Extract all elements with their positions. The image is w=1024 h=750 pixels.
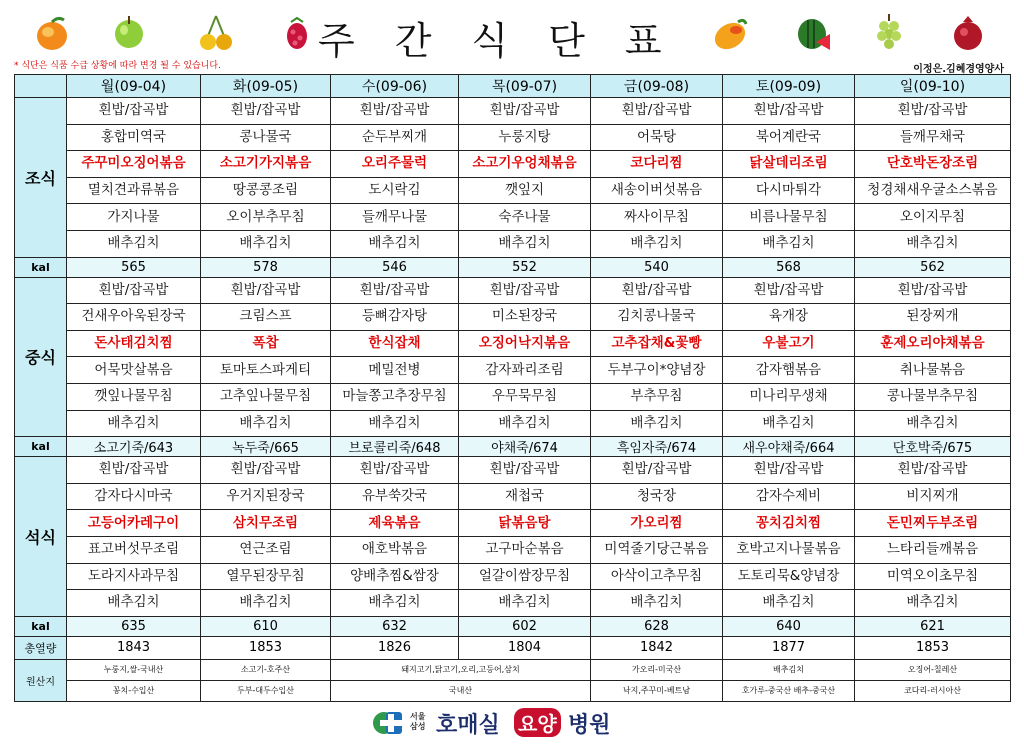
menu-row bbox=[15, 177, 1011, 204]
menu-item: 재첩국 bbox=[459, 483, 591, 510]
menu-item: 애호박볶음 bbox=[331, 536, 459, 563]
kcal-value: 568 bbox=[723, 257, 855, 277]
dinner-kcal-row bbox=[15, 616, 1011, 636]
watermelon-icon bbox=[796, 12, 832, 52]
total-kcal-value: 1826 bbox=[331, 636, 459, 659]
menu-item: 흰밥/잡곡밥 bbox=[201, 98, 331, 125]
menu-item: 배추김치 bbox=[855, 410, 1011, 437]
menu-item: 들깨무채국 bbox=[855, 124, 1011, 151]
kcal-value: 640 bbox=[723, 616, 855, 636]
kcal-value: 635 bbox=[67, 616, 201, 636]
menu-item: 배추김치 bbox=[67, 410, 201, 437]
total-kcal-value: 1853 bbox=[201, 636, 331, 659]
kcal-value: 흑임자죽/674 bbox=[591, 437, 723, 457]
dietitian-name: 이정은.김혜경영양사 bbox=[913, 64, 1004, 75]
menu-item: 고구마순볶음 bbox=[459, 536, 591, 563]
kcal-value: 562 bbox=[855, 257, 1011, 277]
day-header: 수(09-06) bbox=[331, 75, 459, 98]
pomegranate-icon bbox=[950, 12, 986, 52]
menu-item: 소고기우엉채볶음 bbox=[459, 151, 591, 178]
menu-item: 배추김치 bbox=[201, 410, 331, 437]
menu-item: 소고기가지볶음 bbox=[201, 151, 331, 178]
menu-item: 삼치무조림 bbox=[201, 510, 331, 537]
mango-icon bbox=[710, 12, 750, 52]
menu-item: 가지나물 bbox=[67, 204, 201, 231]
logo-location-line: 삼성 bbox=[410, 722, 426, 731]
menu-item: 흰밥/잡곡밥 bbox=[855, 277, 1011, 304]
menu-item: 흰밥/잡곡밥 bbox=[591, 277, 723, 304]
total-kcal-value: 1877 bbox=[723, 636, 855, 659]
origin-row bbox=[15, 659, 1011, 680]
menu-item: 제육볶음 bbox=[331, 510, 459, 537]
origin-item: 국내산 bbox=[331, 680, 591, 701]
origin-item: 오징어-칠레산 bbox=[855, 659, 1011, 680]
lunch-kcal-row bbox=[15, 437, 1011, 457]
menu-item: 오징어낙지볶음 bbox=[459, 330, 591, 357]
kcal-value: 632 bbox=[331, 616, 459, 636]
menu-item: 흰밥/잡곡밥 bbox=[723, 98, 855, 125]
kcal-value: 621 bbox=[855, 616, 1011, 636]
kcal-value: 578 bbox=[201, 257, 331, 277]
menu-item: 누룽지탕 bbox=[459, 124, 591, 151]
kcal-label: kal bbox=[15, 257, 67, 277]
origin-item: 소고기-호주산 bbox=[201, 659, 331, 680]
menu-item: 두부구이*양념장 bbox=[591, 357, 723, 384]
menu-item: 토마토스파게티 bbox=[201, 357, 331, 384]
total-kcal-value: 1843 bbox=[67, 636, 201, 659]
menu-row bbox=[15, 204, 1011, 231]
menu-item: 감자꽈리조림 bbox=[459, 357, 591, 384]
day-header: 화(09-05) bbox=[201, 75, 331, 98]
menu-row bbox=[15, 457, 1011, 484]
menu-item: 고추잡채&꽃빵 bbox=[591, 330, 723, 357]
hospital-cross-icon bbox=[372, 708, 406, 738]
menu-item: 북어계란국 bbox=[723, 124, 855, 151]
total-label: 총열량 bbox=[15, 636, 67, 659]
logo-location-line: 서울 bbox=[410, 712, 426, 721]
menu-item: 새송이버섯볶음 bbox=[591, 177, 723, 204]
menu-item: 아삭이고추무침 bbox=[591, 563, 723, 590]
origin-item: 두부-대두수입산 bbox=[201, 680, 331, 701]
menu-item: 단호박돈장조림 bbox=[855, 151, 1011, 178]
kcal-value: 소고기죽/643 bbox=[67, 437, 201, 457]
day-header: 금(09-08) bbox=[591, 75, 723, 98]
menu-item: 순두부찌개 bbox=[331, 124, 459, 151]
menu-item: 주꾸미오징어볶음 bbox=[67, 151, 201, 178]
origin-item: 낙지,주꾸미-베트남 bbox=[591, 680, 723, 701]
menu-item: 흰밥/잡곡밥 bbox=[201, 457, 331, 484]
kcal-value: 야채죽/674 bbox=[459, 437, 591, 457]
logo-badge: 요양 bbox=[514, 708, 561, 737]
apple-icon bbox=[112, 12, 146, 50]
menu-item: 고등어카레구이 bbox=[67, 510, 201, 537]
menu-row bbox=[15, 510, 1011, 537]
menu-item: 흰밥/잡곡밥 bbox=[331, 277, 459, 304]
menu-item: 취나물볶음 bbox=[855, 357, 1011, 384]
menu-item: 배추김치 bbox=[459, 590, 591, 617]
menu-item: 도라지사과무침 bbox=[67, 563, 201, 590]
logo-name: 호매실 bbox=[436, 713, 500, 738]
menu-item: 도토리묵&양념장 bbox=[723, 563, 855, 590]
peach-icon bbox=[34, 12, 70, 52]
kcal-value: 552 bbox=[459, 257, 591, 277]
menu-item: 표고버섯무조림 bbox=[67, 536, 201, 563]
menu-row bbox=[15, 410, 1011, 437]
menu-item: 콩나물국 bbox=[201, 124, 331, 151]
menu-item: 배추김치 bbox=[331, 230, 459, 257]
menu-item: 마늘쫑고추장무침 bbox=[331, 383, 459, 410]
menu-item: 훈제오리야채볶음 bbox=[855, 330, 1011, 357]
menu-item: 도시락김 bbox=[331, 177, 459, 204]
breakfast-label: 조식 bbox=[15, 98, 67, 258]
menu-item: 감자수제비 bbox=[723, 483, 855, 510]
total-kcal-value: 1842 bbox=[591, 636, 723, 659]
menu-item: 흰밥/잡곡밥 bbox=[855, 98, 1011, 125]
breakfast-kcal-row bbox=[15, 257, 1011, 277]
menu-item: 연근조림 bbox=[201, 536, 331, 563]
menu-item: 배추김치 bbox=[855, 230, 1011, 257]
menu-item: 짜사이무침 bbox=[591, 204, 723, 231]
menu-item: 땅콩콩조림 bbox=[201, 177, 331, 204]
kcal-label: kal bbox=[15, 616, 67, 636]
origin-item: 가오리-미국산 bbox=[591, 659, 723, 680]
hospital-logo bbox=[372, 706, 692, 742]
menu-row bbox=[15, 357, 1011, 384]
menu-item: 오이부추무침 bbox=[201, 204, 331, 231]
menu-item: 흰밥/잡곡밥 bbox=[459, 277, 591, 304]
menu-item: 꽁치김치찜 bbox=[723, 510, 855, 537]
grape-icon bbox=[874, 12, 904, 54]
day-header-row bbox=[15, 75, 1011, 98]
menu-item: 배추김치 bbox=[67, 230, 201, 257]
menu-item: 배추김치 bbox=[331, 410, 459, 437]
menu-item: 들깨무나물 bbox=[331, 204, 459, 231]
menu-item: 우불고기 bbox=[723, 330, 855, 357]
menu-item: 코다리찜 bbox=[591, 151, 723, 178]
kcal-value: 새우야채죽/664 bbox=[723, 437, 855, 457]
origin-item: 배추김치 bbox=[723, 659, 855, 680]
kcal-value: 540 bbox=[591, 257, 723, 277]
kcal-value: 브로콜리죽/648 bbox=[331, 437, 459, 457]
menu-item: 콩나물부추무침 bbox=[855, 383, 1011, 410]
kcal-value: 단호박죽/675 bbox=[855, 437, 1011, 457]
menu-item: 깻잎나물무침 bbox=[67, 383, 201, 410]
menu-item: 청경채새우굴소스볶음 bbox=[855, 177, 1011, 204]
menu-item: 흰밥/잡곡밥 bbox=[723, 277, 855, 304]
origin-row bbox=[15, 680, 1011, 701]
menu-row bbox=[15, 230, 1011, 257]
menu-item: 닭살데리조림 bbox=[723, 151, 855, 178]
kcal-value: 628 bbox=[591, 616, 723, 636]
menu-item: 흰밥/잡곡밥 bbox=[331, 98, 459, 125]
menu-row bbox=[15, 124, 1011, 151]
menu-row bbox=[15, 151, 1011, 178]
cherry-icon bbox=[200, 12, 232, 52]
menu-item: 가오리찜 bbox=[591, 510, 723, 537]
page-title: 주간식단표 bbox=[318, 19, 702, 63]
origin-item: 코다리-러시아산 bbox=[855, 680, 1011, 701]
menu-item: 우거지된장국 bbox=[201, 483, 331, 510]
menu-notice: * 식단은 식품 수급 상황에 따라 변경 될 수 있습니다. bbox=[14, 61, 221, 71]
menu-item: 흰밥/잡곡밥 bbox=[459, 98, 591, 125]
menu-item: 배추김치 bbox=[591, 590, 723, 617]
menu-item: 배추김치 bbox=[723, 230, 855, 257]
menu-item: 흰밥/잡곡밥 bbox=[459, 457, 591, 484]
kcal-value: 602 bbox=[459, 616, 591, 636]
kcal-label: kal bbox=[15, 437, 67, 457]
menu-item: 배추김치 bbox=[67, 590, 201, 617]
menu-row bbox=[15, 483, 1011, 510]
kcal-value: 610 bbox=[201, 616, 331, 636]
logo-location bbox=[410, 712, 425, 732]
menu-item: 비지찌개 bbox=[855, 483, 1011, 510]
menu-item: 김치콩나물국 bbox=[591, 304, 723, 331]
dinner-label: 석식 bbox=[15, 457, 67, 617]
menu-item: 비름나물무침 bbox=[723, 204, 855, 231]
menu-item: 감자다시마국 bbox=[67, 483, 201, 510]
menu-item: 유부쑥갓국 bbox=[331, 483, 459, 510]
weekly-menu-table bbox=[14, 74, 1011, 702]
day-header: 일(09-10) bbox=[855, 75, 1011, 98]
menu-item: 흰밥/잡곡밥 bbox=[723, 457, 855, 484]
menu-item: 된장찌개 bbox=[855, 304, 1011, 331]
menu-item: 흰밥/잡곡밥 bbox=[67, 98, 201, 125]
menu-item: 청국장 bbox=[591, 483, 723, 510]
menu-item: 미역줄기당근볶음 bbox=[591, 536, 723, 563]
menu-item: 크림스프 bbox=[201, 304, 331, 331]
menu-row bbox=[15, 98, 1011, 125]
menu-item: 숙주나물 bbox=[459, 204, 591, 231]
lunch-label: 중식 bbox=[15, 277, 67, 437]
menu-item: 돈민찌두부조림 bbox=[855, 510, 1011, 537]
menu-row bbox=[15, 563, 1011, 590]
header bbox=[0, 0, 1024, 75]
menu-row bbox=[15, 536, 1011, 563]
menu-item: 우무묵무침 bbox=[459, 383, 591, 410]
menu-item: 흰밥/잡곡밥 bbox=[591, 98, 723, 125]
menu-item: 미역오이초무침 bbox=[855, 563, 1011, 590]
menu-item: 배추김치 bbox=[201, 230, 331, 257]
menu-item: 고추잎나물무침 bbox=[201, 383, 331, 410]
menu-item: 배추김치 bbox=[331, 590, 459, 617]
origin-item: 누룽지,쌀-국내산 bbox=[67, 659, 201, 680]
menu-item: 메밀전병 bbox=[331, 357, 459, 384]
menu-item: 배추김치 bbox=[855, 590, 1011, 617]
menu-item: 흰밥/잡곡밥 bbox=[67, 277, 201, 304]
menu-item: 열무된장무침 bbox=[201, 563, 331, 590]
menu-item: 배추김치 bbox=[723, 410, 855, 437]
kcal-value: 565 bbox=[67, 257, 201, 277]
menu-item: 배추김치 bbox=[459, 230, 591, 257]
kcal-value: 녹두죽/665 bbox=[201, 437, 331, 457]
menu-item: 다시마튀각 bbox=[723, 177, 855, 204]
menu-item: 등뼈감자탕 bbox=[331, 304, 459, 331]
menu-item: 배추김치 bbox=[591, 410, 723, 437]
menu-row bbox=[15, 304, 1011, 331]
raspberry-icon bbox=[284, 12, 310, 52]
day-header: 토(09-09) bbox=[723, 75, 855, 98]
menu-item: 호박고지나물볶음 bbox=[723, 536, 855, 563]
total-kcal-row bbox=[15, 636, 1011, 659]
header-corner bbox=[15, 75, 67, 98]
menu-item: 흰밥/잡곡밥 bbox=[67, 457, 201, 484]
menu-item: 미나리무생채 bbox=[723, 383, 855, 410]
total-kcal-value: 1853 bbox=[855, 636, 1011, 659]
menu-item: 멸치견과류볶음 bbox=[67, 177, 201, 204]
menu-item: 흰밥/잡곡밥 bbox=[855, 457, 1011, 484]
menu-item: 깻잎지 bbox=[459, 177, 591, 204]
origin-item: 꽁치-수입산 bbox=[67, 680, 201, 701]
logo-name-suffix: 병원 bbox=[568, 713, 611, 738]
menu-item: 배추김치 bbox=[201, 590, 331, 617]
menu-item: 흰밥/잡곡밥 bbox=[201, 277, 331, 304]
menu-row bbox=[15, 330, 1011, 357]
day-header: 목(09-07) bbox=[459, 75, 591, 98]
origin-item: 호가루-중국산 배추-중국산 bbox=[723, 680, 855, 701]
menu-row bbox=[15, 277, 1011, 304]
menu-item: 오이지무침 bbox=[855, 204, 1011, 231]
menu-item: 배추김치 bbox=[459, 410, 591, 437]
menu-item: 폭찹 bbox=[201, 330, 331, 357]
origin-label: 원산지 bbox=[15, 659, 67, 701]
menu-item: 배추김치 bbox=[723, 590, 855, 617]
menu-item: 어묵맛살볶음 bbox=[67, 357, 201, 384]
menu-item: 육개장 bbox=[723, 304, 855, 331]
menu-item: 흰밥/잡곡밥 bbox=[331, 457, 459, 484]
menu-item: 한식잡채 bbox=[331, 330, 459, 357]
day-header: 월(09-04) bbox=[67, 75, 201, 98]
menu-item: 홍합미역국 bbox=[67, 124, 201, 151]
menu-item: 미소된장국 bbox=[459, 304, 591, 331]
menu-item: 양배추찜&쌈장 bbox=[331, 563, 459, 590]
total-kcal-value: 1804 bbox=[459, 636, 591, 659]
menu-item: 얼갈이쌈장무침 bbox=[459, 563, 591, 590]
menu-row bbox=[15, 590, 1011, 617]
menu-item: 오리주물럭 bbox=[331, 151, 459, 178]
menu-item: 흰밥/잡곡밥 bbox=[591, 457, 723, 484]
menu-item: 어묵탕 bbox=[591, 124, 723, 151]
menu-item: 건새우아욱된장국 bbox=[67, 304, 201, 331]
menu-row bbox=[15, 383, 1011, 410]
origin-item: 돼지고기,닭고기,오리,고등어,삼치 bbox=[331, 659, 591, 680]
menu-item: 돈사태김치찜 bbox=[67, 330, 201, 357]
menu-item: 감자햄볶음 bbox=[723, 357, 855, 384]
menu-item: 느타리들깨볶음 bbox=[855, 536, 1011, 563]
kcal-value: 546 bbox=[331, 257, 459, 277]
menu-item: 배추김치 bbox=[591, 230, 723, 257]
menu-item: 닭볶음탕 bbox=[459, 510, 591, 537]
menu-item: 부추무침 bbox=[591, 383, 723, 410]
